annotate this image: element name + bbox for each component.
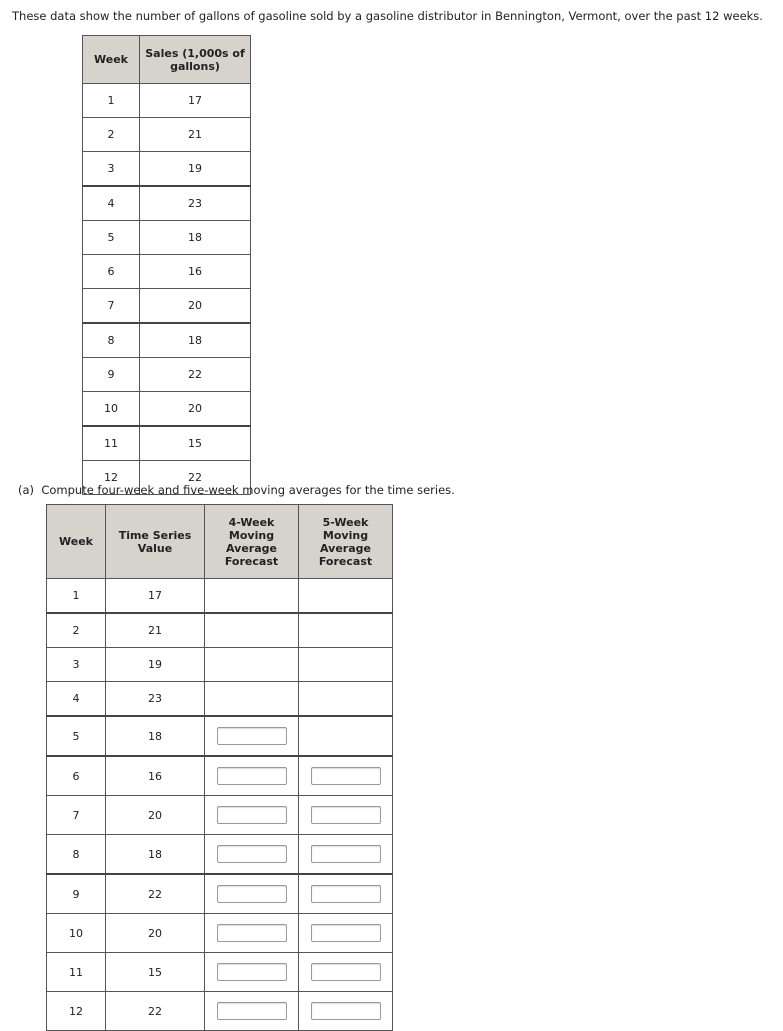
value-cell: 18 [106, 716, 205, 756]
sales-cell: 18 [140, 221, 251, 255]
five-week-average-input[interactable] [311, 767, 381, 785]
table-row [47, 648, 393, 682]
table-row [83, 289, 251, 324]
value-cell: 21 [106, 613, 205, 648]
five-week-cell [299, 874, 393, 914]
intro-text: These data show the number of gallons of gasoline sold by a gasoline distributor in Bennington, Vermont, over the past 12 weeks. [12, 9, 763, 23]
four-week-forecast-header: 4-Week Moving Average Forecast [205, 505, 299, 579]
table-row [83, 392, 251, 427]
table-row [47, 914, 393, 953]
table-row [83, 426, 251, 461]
value-cell: 18 [106, 835, 205, 875]
empty-cell [205, 613, 299, 648]
five-week-cell [299, 992, 393, 1031]
table-row [47, 613, 393, 648]
table-row [47, 992, 393, 1031]
value-cell: 15 [106, 953, 205, 992]
empty-cell [299, 682, 393, 717]
table-row [47, 716, 393, 756]
week-cell: 8 [47, 835, 106, 875]
value-cell: 23 [106, 682, 205, 717]
four-week-cell [205, 992, 299, 1031]
four-week-cell [205, 796, 299, 835]
week-cell: 7 [83, 289, 140, 324]
four-week-average-input[interactable] [217, 806, 287, 824]
value-cell: 17 [106, 579, 205, 614]
table-row [83, 152, 251, 187]
sales-cell: 22 [140, 461, 251, 495]
week-cell: 5 [83, 221, 140, 255]
week-cell: 6 [47, 756, 106, 796]
week-cell: 3 [83, 152, 140, 187]
table-row [47, 796, 393, 835]
value-cell: 20 [106, 914, 205, 953]
value-cell: 19 [106, 648, 205, 682]
table-row [47, 579, 393, 614]
four-week-cell [205, 953, 299, 992]
sales-cell: 23 [140, 186, 251, 221]
four-week-average-input[interactable] [217, 1002, 287, 1020]
empty-cell [299, 716, 393, 756]
value-cell: 22 [106, 992, 205, 1031]
empty-cell [299, 648, 393, 682]
sales-cell: 17 [140, 84, 251, 118]
four-week-average-input[interactable] [217, 885, 287, 903]
week-cell: 6 [83, 255, 140, 289]
week-cell: 8 [83, 323, 140, 358]
sales-cell: 20 [140, 392, 251, 427]
four-week-average-input[interactable] [217, 845, 287, 863]
week-cell: 11 [47, 953, 106, 992]
table-row [83, 84, 251, 118]
moving-average-table [46, 504, 393, 1031]
week-cell: 4 [47, 682, 106, 717]
table-row [83, 221, 251, 255]
four-week-average-input[interactable] [217, 767, 287, 785]
table-row [47, 874, 393, 914]
week-cell: 9 [83, 358, 140, 392]
sales-cell: 15 [140, 426, 251, 461]
five-week-cell [299, 953, 393, 992]
part-a-prompt: (a) Compute four-week and five-week moving averages for the time series. [18, 483, 455, 497]
empty-cell [205, 682, 299, 717]
five-week-average-input[interactable] [311, 963, 381, 981]
empty-cell [299, 613, 393, 648]
table-row [83, 358, 251, 392]
value-cell: 20 [106, 796, 205, 835]
five-week-average-input[interactable] [311, 885, 381, 903]
week-cell: 10 [83, 392, 140, 427]
five-week-cell [299, 835, 393, 875]
five-week-average-input[interactable] [311, 924, 381, 942]
four-week-cell [205, 835, 299, 875]
week-cell: 2 [83, 118, 140, 152]
five-week-cell [299, 914, 393, 953]
table-row [83, 255, 251, 289]
four-week-average-input[interactable] [217, 727, 287, 745]
week-cell: 11 [83, 426, 140, 461]
table-row [47, 682, 393, 717]
table-row [47, 953, 393, 992]
value-cell: 16 [106, 756, 205, 796]
table-row [83, 118, 251, 152]
four-week-cell [205, 716, 299, 756]
empty-cell [205, 648, 299, 682]
value-cell: 22 [106, 874, 205, 914]
week-header: Week [47, 505, 106, 579]
table-row [47, 835, 393, 875]
empty-cell [299, 579, 393, 614]
sales-cell: 16 [140, 255, 251, 289]
week-cell: 3 [47, 648, 106, 682]
four-week-average-input[interactable] [217, 963, 287, 981]
four-week-average-input[interactable] [217, 924, 287, 942]
sales-cell: 21 [140, 118, 251, 152]
week-cell: 12 [47, 992, 106, 1031]
week-cell: 10 [47, 914, 106, 953]
time-series-value-header: Time Series Value [106, 505, 205, 579]
empty-cell [205, 579, 299, 614]
week-header: Week [83, 36, 140, 84]
five-week-average-input[interactable] [311, 845, 381, 863]
table-row [83, 186, 251, 221]
sales-cell: 20 [140, 289, 251, 324]
four-week-cell [205, 756, 299, 796]
week-cell: 5 [47, 716, 106, 756]
five-week-cell [299, 796, 393, 835]
sales-data-table [82, 35, 251, 495]
table-row [47, 756, 393, 796]
week-cell: 7 [47, 796, 106, 835]
five-week-cell [299, 756, 393, 796]
week-cell: 2 [47, 613, 106, 648]
week-cell: 1 [47, 579, 106, 614]
week-cell: 1 [83, 84, 140, 118]
sales-cell: 19 [140, 152, 251, 187]
five-week-forecast-header: 5-Week Moving Average Forecast [299, 505, 393, 579]
five-week-average-input[interactable] [311, 1002, 381, 1020]
sales-cell: 18 [140, 323, 251, 358]
four-week-cell [205, 914, 299, 953]
week-cell: 9 [47, 874, 106, 914]
week-cell: 12 [83, 461, 140, 495]
five-week-average-input[interactable] [311, 806, 381, 824]
sales-header: Sales (1,000s of gallons) [140, 36, 251, 84]
week-cell: 4 [83, 186, 140, 221]
sales-cell: 22 [140, 358, 251, 392]
four-week-cell [205, 874, 299, 914]
table-row [83, 323, 251, 358]
